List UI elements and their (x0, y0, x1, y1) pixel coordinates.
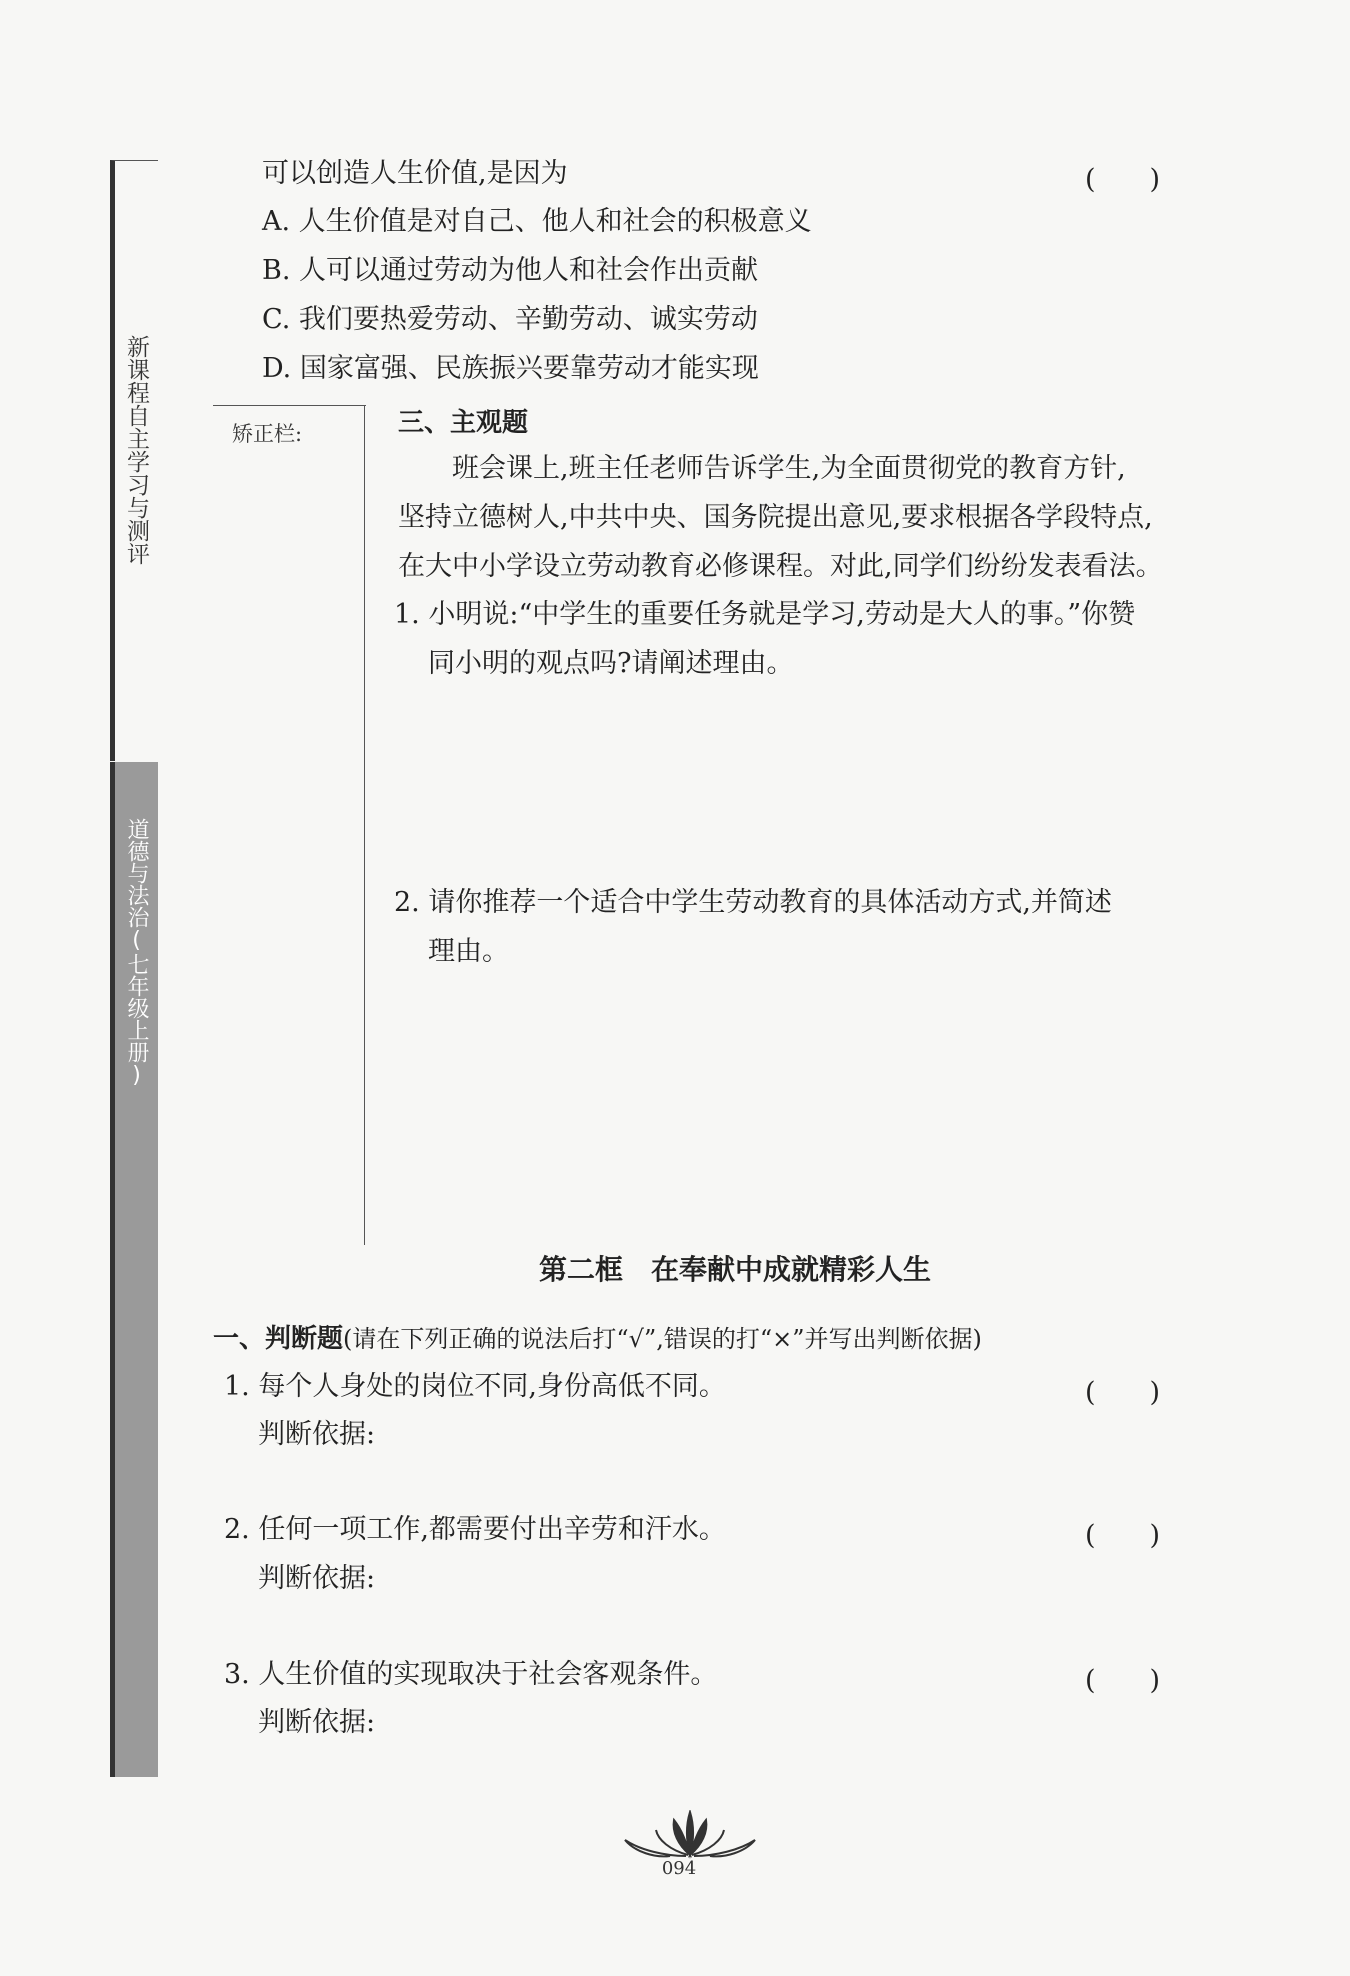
option-d: D. 国家富强、民族振兴要靠劳动才能实现 (262, 353, 759, 384)
judgement-basis: 判断依据: (258, 1707, 376, 1738)
material-line: 在大中小学设立劳动教育必修课程。对此,同学们纷纷发表看法。 (398, 551, 1163, 582)
section-heading: 三、主观题 (398, 408, 529, 438)
judgement-basis: 判断依据: (258, 1419, 376, 1450)
correction-vertical-line (364, 405, 365, 1245)
sidebar-book-title: 新课程自主学习与测评 (123, 335, 149, 565)
material-line: 班会课上,班主任老师告诉学生,为全面贯彻党的教育方针, (452, 453, 1126, 484)
answer-paren: ( ) (1085, 1377, 1161, 1408)
answer-paren: ( ) (1085, 1520, 1161, 1551)
correction-divider (213, 405, 366, 406)
judgement-heading (213, 1322, 982, 1356)
judgement-item-3: 3. 人生价值的实现取决于社会客观条件。 (224, 1659, 718, 1690)
page-number: 094 (661, 1858, 697, 1879)
question-1: 1. 小明说:“中学生的重要任务就是学习,劳动是大人的事。”你赞 (394, 599, 1136, 630)
question-2-cont: 理由。 (428, 936, 509, 967)
judgement-instructions: (请在下列正确的说法后打“√”,错误的打“×”并写出判断依据) (343, 1325, 982, 1353)
material-line: 坚持立德树人,中共中央、国务院提出意见,要求根据各学段特点, (398, 502, 1153, 533)
question-2: 2. 请你推荐一个适合中学生劳动教育的具体活动方式,并简述 (394, 887, 1112, 918)
question-stem: 可以创造人生价值,是因为 (262, 158, 568, 189)
judgement-basis: 判断依据: (258, 1563, 376, 1594)
correction-label: 矫正栏: (232, 422, 303, 446)
option-c: C. 我们要热爱劳动、辛勤劳动、诚实劳动 (262, 304, 758, 335)
answer-paren: ( ) (1085, 1665, 1161, 1696)
judgement-item-2: 2. 任何一项工作,都需要付出辛劳和汗水。 (224, 1514, 726, 1545)
question-1-cont: 同小明的观点吗?请阐述理由。 (428, 648, 794, 679)
footer-ornament-icon (620, 1810, 760, 1860)
judgement-item-1: 1. 每个人身处的岗位不同,身份高低不同。 (224, 1371, 726, 1402)
option-a: A. 人生价值是对自己、他人和社会的积极意义 (262, 206, 812, 237)
frame-title: 第二框 在奉献中成就精彩人生 (538, 1253, 931, 1286)
option-b: B. 人可以通过劳动为他人和社会作出贡献 (262, 255, 759, 286)
answer-paren: ( ) (1085, 164, 1161, 195)
sidebar-subject: 道德与法治(七年级上册) (124, 818, 149, 1088)
judgement-heading-label: 一、判断题 (213, 1324, 344, 1354)
